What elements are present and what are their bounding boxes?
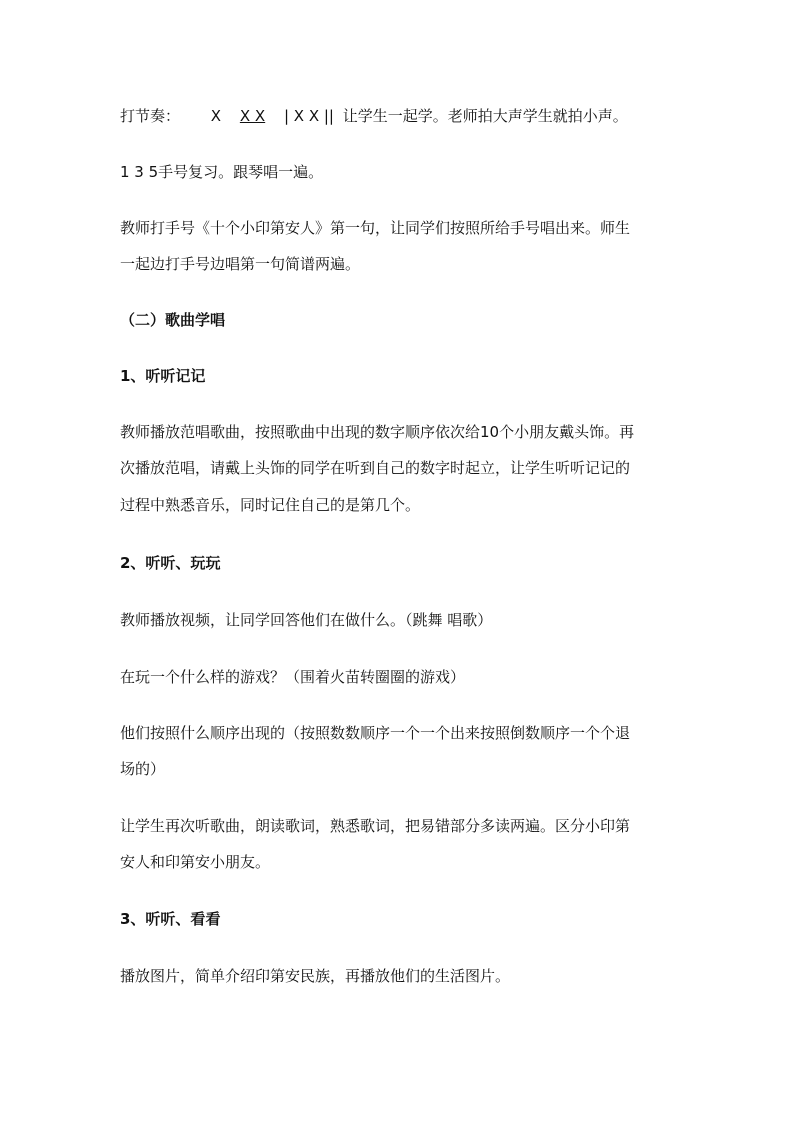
- rhythm-line: [120, 98, 680, 134]
- listen-play-question-3-line-2: 场的）: [120, 760, 166, 778]
- teacher-signs-line-1: 教师打手号《十个小印第安人》第一句，让同学们按照所给手号唱出来。师生: [120, 219, 631, 237]
- listen-play-para-line-1: 让学生再次听歌曲，朗读歌词，熟悉歌词，把易错部分多读两遍。区分小印第: [120, 817, 631, 835]
- subheading-listen-remember: 1、听听记记: [120, 367, 206, 385]
- rhythm-instruction: 让学生一起学。老师拍大声学生就拍小声。: [342, 107, 628, 125]
- rhythm-beat-3: | X X ||: [283, 107, 334, 125]
- listen-remember-line-3: 过程中熟悉音乐，同时记住自己的是第几个。: [120, 496, 421, 514]
- subheading-listen-watch: 3、听听、看看: [120, 910, 221, 928]
- rhythm-beat-1: X: [210, 107, 222, 125]
- section-heading-song-learning: （二）歌曲学唱: [120, 311, 226, 329]
- teacher-signs-line-2: 一起边打手号边唱第一句简谱两遍。: [120, 255, 361, 273]
- subheading-listen-play: 2、听听、玩玩: [120, 554, 221, 572]
- rhythm-beat-2: X X: [239, 107, 266, 125]
- listen-play-question-3-line-1: 他们按照什么顺序出现的（按照数数顺序一个一个出来按照倒数顺序一个个退: [120, 724, 631, 742]
- listen-play-question-2: 在玩一个什么样的游戏？（围着火苗转圈圈的游戏）: [120, 668, 466, 686]
- listen-remember-line-1: 教师播放范唱歌曲，按照歌曲中出现的数字顺序依次给10个小朋友戴头饰。再: [120, 423, 635, 441]
- listen-play-question-1: 教师播放视频，让同学回答他们在做什么。（跳舞 唱歌）: [120, 611, 493, 629]
- listen-watch-para: 播放图片，简单介绍印第安民族，再播放他们的生活图片。: [120, 967, 511, 985]
- listen-remember-line-2: 次播放范唱，请戴上头饰的同学在听到自己的数字时起立，让学生听听记记的: [120, 459, 631, 477]
- hand-signs-review: 1 3 5手号复习。跟琴唱一遍。: [120, 163, 324, 181]
- listen-play-para-line-2: 安人和印第安小朋友。: [120, 853, 271, 871]
- rhythm-label: 打节奏：: [120, 107, 181, 125]
